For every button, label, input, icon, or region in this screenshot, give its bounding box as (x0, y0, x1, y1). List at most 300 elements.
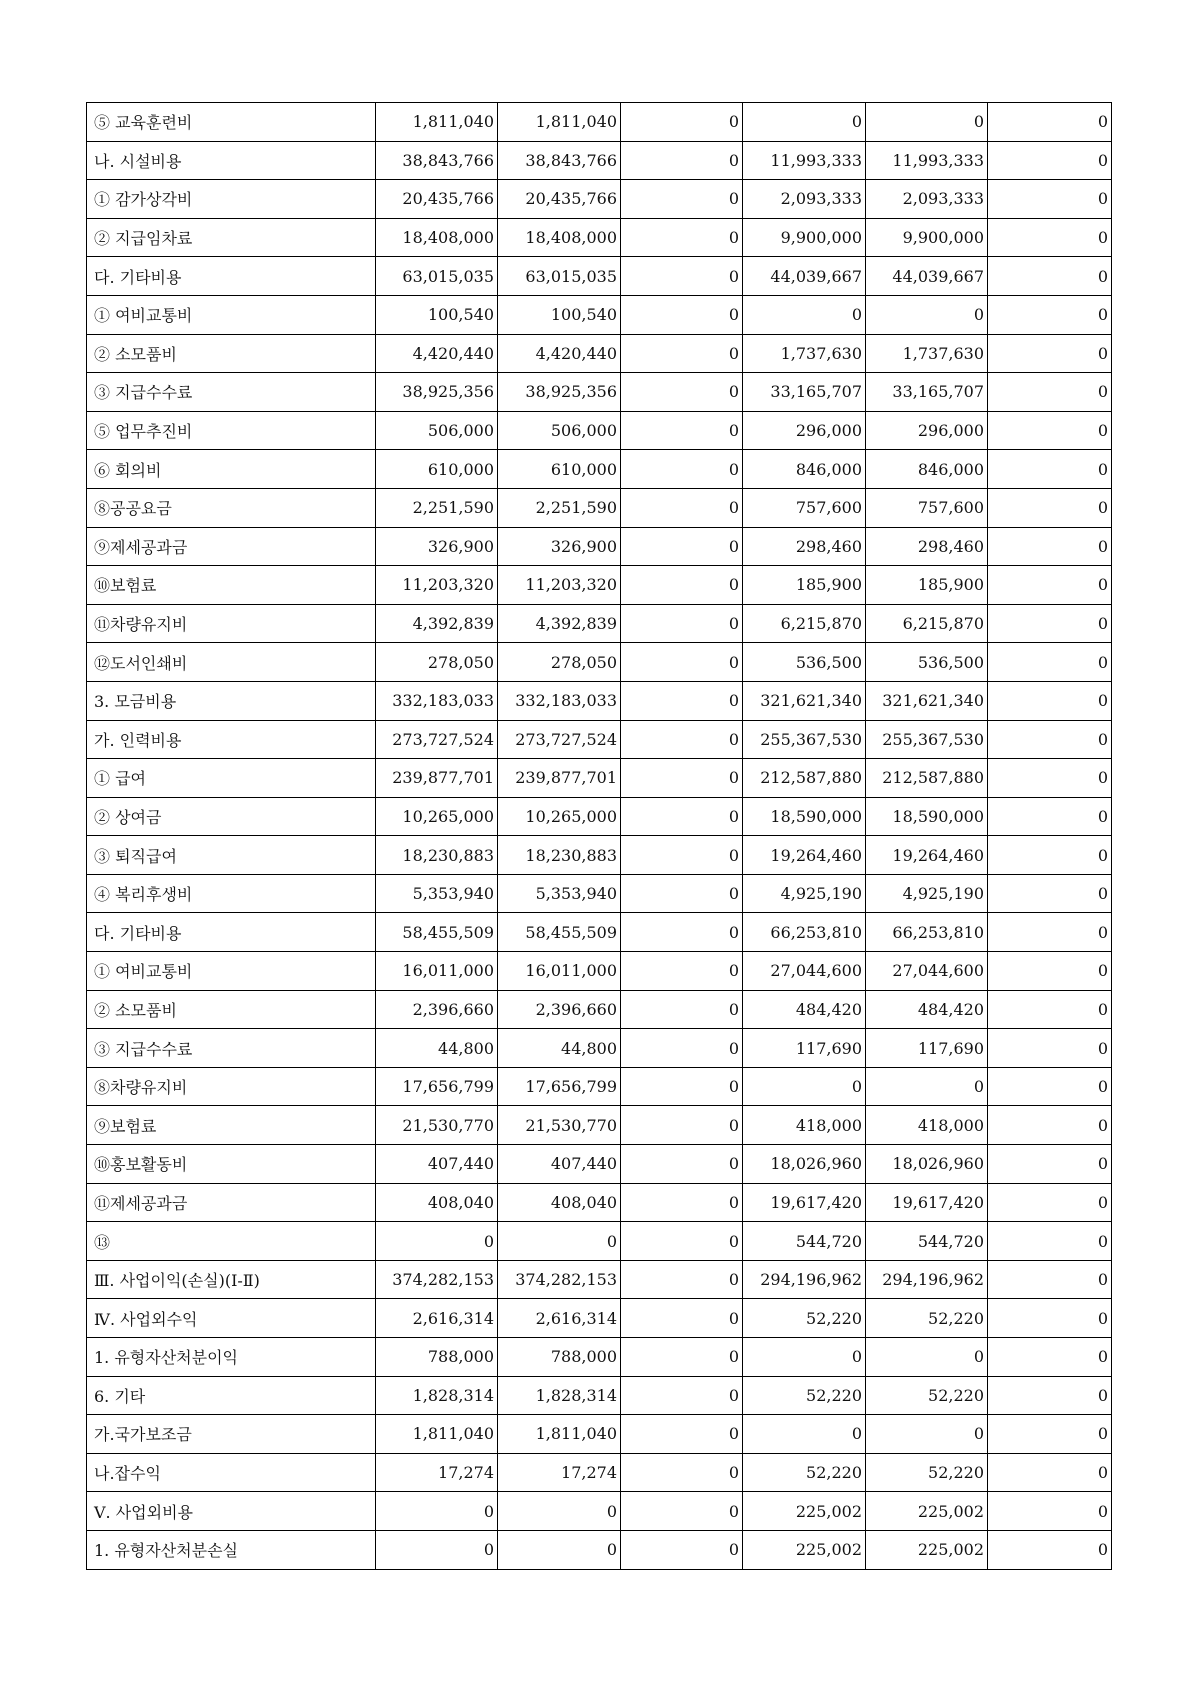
amount-cell: 2,251,590 (498, 488, 621, 527)
amount-cell: 0 (621, 527, 743, 566)
amount-cell: 610,000 (376, 450, 498, 489)
account-label-cell: Ⅳ. 사업외수익 (87, 1299, 376, 1338)
table-row (87, 450, 1112, 489)
amount-cell: 408,040 (498, 1183, 621, 1222)
amount-cell: 38,843,766 (498, 141, 621, 180)
amount-cell: 2,396,660 (498, 990, 621, 1029)
amount-cell: 0 (988, 1299, 1112, 1338)
amount-cell: 0 (621, 103, 743, 142)
table-row (87, 1530, 1112, 1569)
amount-cell: 0 (988, 759, 1112, 798)
amount-cell: 66,253,810 (866, 913, 988, 952)
amount-cell: 0 (621, 604, 743, 643)
account-label-cell: ① 여비교통비 (87, 295, 376, 334)
amount-cell: 0 (743, 1338, 866, 1377)
amount-cell: 18,026,960 (743, 1145, 866, 1184)
amount-cell: 4,925,190 (743, 874, 866, 913)
amount-cell: 2,093,333 (743, 180, 866, 219)
amount-cell: 18,230,883 (498, 836, 621, 875)
amount-cell: 0 (621, 1067, 743, 1106)
amount-cell: 0 (621, 1338, 743, 1377)
amount-cell: 0 (621, 1376, 743, 1415)
amount-cell: 63,015,035 (376, 257, 498, 296)
table-row (87, 1299, 1112, 1338)
amount-cell: 0 (988, 681, 1112, 720)
amount-cell: 0 (988, 1260, 1112, 1299)
amount-cell: 0 (988, 566, 1112, 605)
amount-cell: 5,353,940 (498, 874, 621, 913)
table-row (87, 913, 1112, 952)
amount-cell: 298,460 (743, 527, 866, 566)
amount-cell: 0 (988, 295, 1112, 334)
amount-cell: 52,220 (743, 1376, 866, 1415)
amount-cell: 0 (988, 952, 1112, 991)
amount-cell: 0 (988, 1029, 1112, 1068)
amount-cell: 298,460 (866, 527, 988, 566)
amount-cell: 212,587,880 (743, 759, 866, 798)
amount-cell: 0 (621, 1415, 743, 1454)
account-label-cell: ⑨보험료 (87, 1106, 376, 1145)
amount-cell: 17,656,799 (498, 1067, 621, 1106)
amount-cell: 326,900 (498, 527, 621, 566)
amount-cell: 0 (621, 836, 743, 875)
amount-cell: 66,253,810 (743, 913, 866, 952)
account-label-cell: ③ 지급수수료 (87, 373, 376, 412)
amount-cell: 0 (988, 1067, 1112, 1106)
account-label-cell: 가.국가보조금 (87, 1415, 376, 1454)
amount-cell: 0 (988, 141, 1112, 180)
amount-cell: 2,093,333 (866, 180, 988, 219)
account-label-cell: 가. 인력비용 (87, 720, 376, 759)
amount-cell: 225,002 (743, 1530, 866, 1569)
amount-cell: 1,737,630 (743, 334, 866, 373)
amount-cell: 52,220 (866, 1453, 988, 1492)
account-label-cell: ⑨제세공과금 (87, 527, 376, 566)
amount-cell: 0 (621, 180, 743, 219)
amount-cell: 536,500 (866, 643, 988, 682)
amount-cell: 0 (621, 1492, 743, 1531)
table-row (87, 373, 1112, 412)
amount-cell: 44,800 (376, 1029, 498, 1068)
table-row (87, 720, 1112, 759)
amount-cell: 0 (988, 411, 1112, 450)
amount-cell: 321,621,340 (743, 681, 866, 720)
amount-cell: 18,408,000 (376, 218, 498, 257)
amount-cell: 0 (988, 373, 1112, 412)
table-row (87, 488, 1112, 527)
account-label-cell: 6. 기타 (87, 1376, 376, 1415)
amount-cell: 4,392,839 (498, 604, 621, 643)
table-row (87, 1183, 1112, 1222)
amount-cell: 0 (376, 1530, 498, 1569)
amount-cell: 16,011,000 (376, 952, 498, 991)
amount-cell: 18,230,883 (376, 836, 498, 875)
amount-cell: 0 (621, 334, 743, 373)
account-label-cell: ③ 퇴직급여 (87, 836, 376, 875)
amount-cell: 0 (988, 488, 1112, 527)
amount-cell: 21,530,770 (498, 1106, 621, 1145)
amount-cell: 4,392,839 (376, 604, 498, 643)
financial-statement-table (86, 102, 1112, 1570)
amount-cell: 0 (621, 1299, 743, 1338)
amount-cell: 407,440 (498, 1145, 621, 1184)
amount-cell: 0 (866, 1067, 988, 1106)
amount-cell: 757,600 (866, 488, 988, 527)
amount-cell: 0 (621, 218, 743, 257)
amount-cell: 0 (498, 1530, 621, 1569)
amount-cell: 2,616,314 (498, 1299, 621, 1338)
account-label-cell: 1. 유형자산처분이익 (87, 1338, 376, 1377)
table-row (87, 257, 1112, 296)
amount-cell: 418,000 (866, 1106, 988, 1145)
amount-cell: 846,000 (866, 450, 988, 489)
amount-cell: 1,828,314 (498, 1376, 621, 1415)
account-label-cell: ⑧공공요금 (87, 488, 376, 527)
amount-cell: 0 (988, 450, 1112, 489)
amount-cell: 0 (988, 527, 1112, 566)
account-label-cell: ⑫도서인쇄비 (87, 643, 376, 682)
account-label-cell: 나.잡수익 (87, 1453, 376, 1492)
amount-cell: 0 (621, 681, 743, 720)
amount-cell: 21,530,770 (376, 1106, 498, 1145)
account-label-cell: ② 소모품비 (87, 990, 376, 1029)
amount-cell: 0 (743, 103, 866, 142)
account-label-cell: ① 감가상각비 (87, 180, 376, 219)
amount-cell: 0 (988, 1222, 1112, 1261)
amount-cell: 0 (988, 180, 1112, 219)
amount-cell: 0 (866, 295, 988, 334)
amount-cell: 0 (621, 141, 743, 180)
amount-cell: 0 (988, 257, 1112, 296)
amount-cell: 0 (621, 759, 743, 798)
amount-cell: 44,800 (498, 1029, 621, 1068)
table-row (87, 411, 1112, 450)
account-label-cell: ③ 지급수수료 (87, 1029, 376, 1068)
amount-cell: 536,500 (743, 643, 866, 682)
account-label-cell: Ⅴ. 사업외비용 (87, 1492, 376, 1531)
amount-cell: 0 (988, 990, 1112, 1029)
amount-cell: 255,367,530 (743, 720, 866, 759)
amount-cell: 225,002 (866, 1530, 988, 1569)
amount-cell: 408,040 (376, 1183, 498, 1222)
amount-cell: 374,282,153 (498, 1260, 621, 1299)
amount-cell: 2,251,590 (376, 488, 498, 527)
amount-cell: 10,265,000 (498, 797, 621, 836)
amount-cell: 17,274 (376, 1453, 498, 1492)
amount-cell: 0 (621, 488, 743, 527)
amount-cell: 117,690 (743, 1029, 866, 1068)
amount-cell: 0 (621, 643, 743, 682)
amount-cell: 4,420,440 (498, 334, 621, 373)
table-row (87, 1106, 1112, 1145)
amount-cell: 757,600 (743, 488, 866, 527)
table-row (87, 681, 1112, 720)
amount-cell: 0 (621, 1145, 743, 1184)
table-row (87, 180, 1112, 219)
amount-cell: 2,396,660 (376, 990, 498, 1029)
amount-cell: 239,877,701 (376, 759, 498, 798)
amount-cell: 0 (988, 1415, 1112, 1454)
amount-cell: 0 (621, 1029, 743, 1068)
amount-cell: 484,420 (866, 990, 988, 1029)
account-label-cell: 나. 시설비용 (87, 141, 376, 180)
amount-cell: 0 (988, 1492, 1112, 1531)
amount-cell: 0 (376, 1492, 498, 1531)
amount-cell: 0 (988, 874, 1112, 913)
table-row (87, 1145, 1112, 1184)
amount-cell: 212,587,880 (866, 759, 988, 798)
account-label-cell: ② 상여금 (87, 797, 376, 836)
amount-cell: 278,050 (376, 643, 498, 682)
amount-cell: 0 (988, 797, 1112, 836)
account-label-cell: 3. 모금비용 (87, 681, 376, 720)
amount-cell: 19,264,460 (866, 836, 988, 875)
amount-cell: 321,621,340 (866, 681, 988, 720)
amount-cell: 0 (621, 990, 743, 1029)
account-label-cell: ⑪제세공과금 (87, 1183, 376, 1222)
amount-cell: 58,455,509 (498, 913, 621, 952)
amount-cell: 225,002 (743, 1492, 866, 1531)
amount-cell: 296,000 (866, 411, 988, 450)
amount-cell: 0 (988, 913, 1112, 952)
amount-cell: 11,203,320 (376, 566, 498, 605)
amount-cell: 0 (988, 1183, 1112, 1222)
amount-cell: 5,353,940 (376, 874, 498, 913)
amount-cell: 0 (621, 1453, 743, 1492)
amount-cell: 58,455,509 (376, 913, 498, 952)
amount-cell: 100,540 (498, 295, 621, 334)
account-label-cell: 1. 유형자산처분손실 (87, 1530, 376, 1569)
table-row (87, 1029, 1112, 1068)
amount-cell: 44,039,667 (743, 257, 866, 296)
amount-cell: 0 (621, 257, 743, 296)
amount-cell: 0 (743, 1067, 866, 1106)
amount-cell: 326,900 (376, 527, 498, 566)
table-row (87, 797, 1112, 836)
amount-cell: 6,215,870 (866, 604, 988, 643)
amount-cell: 0 (988, 1338, 1112, 1377)
amount-cell: 38,843,766 (376, 141, 498, 180)
amount-cell: 18,590,000 (866, 797, 988, 836)
amount-cell: 27,044,600 (743, 952, 866, 991)
amount-cell: 273,727,524 (376, 720, 498, 759)
amount-cell: 0 (988, 334, 1112, 373)
amount-cell: 0 (988, 103, 1112, 142)
amount-cell: 19,617,420 (866, 1183, 988, 1222)
amount-cell: 0 (988, 1145, 1112, 1184)
table-row (87, 990, 1112, 1029)
amount-cell: 4,420,440 (376, 334, 498, 373)
amount-cell: 296,000 (743, 411, 866, 450)
amount-cell: 18,026,960 (866, 1145, 988, 1184)
amount-cell: 239,877,701 (498, 759, 621, 798)
amount-cell: 273,727,524 (498, 720, 621, 759)
amount-cell: 6,215,870 (743, 604, 866, 643)
account-label-cell: ⑪차량유지비 (87, 604, 376, 643)
account-label-cell: ⑩홍보활동비 (87, 1145, 376, 1184)
table-row (87, 1260, 1112, 1299)
amount-cell: 20,435,766 (498, 180, 621, 219)
amount-cell: 52,220 (743, 1453, 866, 1492)
amount-cell: 1,811,040 (498, 103, 621, 142)
amount-cell: 0 (621, 411, 743, 450)
amount-cell: 0 (866, 103, 988, 142)
amount-cell: 418,000 (743, 1106, 866, 1145)
amount-cell: 0 (988, 1376, 1112, 1415)
amount-cell: 0 (621, 1183, 743, 1222)
amount-cell: 11,993,333 (866, 141, 988, 180)
amount-cell: 2,616,314 (376, 1299, 498, 1338)
account-label-cell: ② 소모품비 (87, 334, 376, 373)
amount-cell: 0 (376, 1222, 498, 1261)
amount-cell: 846,000 (743, 450, 866, 489)
amount-cell: 0 (498, 1222, 621, 1261)
account-label-cell: ① 급여 (87, 759, 376, 798)
amount-cell: 0 (621, 450, 743, 489)
amount-cell: 0 (621, 1106, 743, 1145)
amount-cell: 0 (621, 1530, 743, 1569)
account-label-cell: ① 여비교통비 (87, 952, 376, 991)
amount-cell: 0 (621, 720, 743, 759)
table-row (87, 295, 1112, 334)
amount-cell: 610,000 (498, 450, 621, 489)
amount-cell: 0 (498, 1492, 621, 1531)
account-label-cell: ⑤ 업무추진비 (87, 411, 376, 450)
table-row (87, 1338, 1112, 1377)
amount-cell: 0 (743, 1415, 866, 1454)
table-row (87, 604, 1112, 643)
account-label-cell: 다. 기타비용 (87, 257, 376, 296)
table-row (87, 334, 1112, 373)
account-label-cell: ④ 복리후생비 (87, 874, 376, 913)
table-row (87, 1376, 1112, 1415)
amount-cell: 255,367,530 (866, 720, 988, 759)
table-row (87, 874, 1112, 913)
amount-cell: 0 (988, 1453, 1112, 1492)
table-row (87, 1415, 1112, 1454)
table-row (87, 836, 1112, 875)
amount-cell: 0 (988, 1106, 1112, 1145)
amount-cell: 0 (621, 295, 743, 334)
amount-cell: 1,811,040 (498, 1415, 621, 1454)
amount-cell: 0 (988, 218, 1112, 257)
table-row (87, 527, 1112, 566)
table-row (87, 1067, 1112, 1106)
amount-cell: 52,220 (866, 1299, 988, 1338)
amount-cell: 332,183,033 (498, 681, 621, 720)
table-row (87, 643, 1112, 682)
amount-cell: 0 (621, 1260, 743, 1299)
amount-cell: 0 (621, 373, 743, 412)
amount-cell: 19,264,460 (743, 836, 866, 875)
amount-cell: 0 (621, 1222, 743, 1261)
account-label-cell: 다. 기타비용 (87, 913, 376, 952)
account-label-cell: Ⅲ. 사업이익(손실)(Ⅰ-Ⅱ) (87, 1260, 376, 1299)
amount-cell: 9,900,000 (743, 218, 866, 257)
amount-cell: 1,811,040 (376, 1415, 498, 1454)
amount-cell: 0 (621, 797, 743, 836)
amount-cell: 4,925,190 (866, 874, 988, 913)
amount-cell: 18,408,000 (498, 218, 621, 257)
amount-cell: 0 (621, 913, 743, 952)
amount-cell: 0 (621, 952, 743, 991)
amount-cell: 0 (621, 566, 743, 605)
amount-cell: 294,196,962 (743, 1260, 866, 1299)
account-label-cell: ⑧차량유지비 (87, 1067, 376, 1106)
amount-cell: 544,720 (743, 1222, 866, 1261)
account-label-cell: ② 지급임차료 (87, 218, 376, 257)
amount-cell: 0 (988, 836, 1112, 875)
amount-cell: 484,420 (743, 990, 866, 1029)
amount-cell: 294,196,962 (866, 1260, 988, 1299)
account-label-cell: ⑥ 회의비 (87, 450, 376, 489)
amount-cell: 16,011,000 (498, 952, 621, 991)
amount-cell: 100,540 (376, 295, 498, 334)
amount-cell: 38,925,356 (498, 373, 621, 412)
amount-cell: 788,000 (498, 1338, 621, 1377)
amount-cell: 11,203,320 (498, 566, 621, 605)
amount-cell: 33,165,707 (743, 373, 866, 412)
amount-cell: 52,220 (743, 1299, 866, 1338)
amount-cell: 407,440 (376, 1145, 498, 1184)
amount-cell: 185,900 (866, 566, 988, 605)
table-row (87, 759, 1112, 798)
amount-cell: 1,828,314 (376, 1376, 498, 1415)
amount-cell: 44,039,667 (866, 257, 988, 296)
amount-cell: 0 (988, 604, 1112, 643)
amount-cell: 506,000 (376, 411, 498, 450)
amount-cell: 9,900,000 (866, 218, 988, 257)
amount-cell: 18,590,000 (743, 797, 866, 836)
table-row (87, 566, 1112, 605)
table-row (87, 1222, 1112, 1261)
table-row (87, 141, 1112, 180)
table-row (87, 103, 1112, 142)
amount-cell: 63,015,035 (498, 257, 621, 296)
amount-cell: 38,925,356 (376, 373, 498, 412)
amount-cell: 52,220 (866, 1376, 988, 1415)
amount-cell: 185,900 (743, 566, 866, 605)
amount-cell: 374,282,153 (376, 1260, 498, 1299)
amount-cell: 117,690 (866, 1029, 988, 1068)
amount-cell: 0 (988, 720, 1112, 759)
amount-cell: 19,617,420 (743, 1183, 866, 1222)
amount-cell: 11,993,333 (743, 141, 866, 180)
amount-cell: 225,002 (866, 1492, 988, 1531)
amount-cell: 0 (866, 1415, 988, 1454)
amount-cell: 33,165,707 (866, 373, 988, 412)
amount-cell: 332,183,033 (376, 681, 498, 720)
amount-cell: 0 (621, 874, 743, 913)
account-label-cell: ⑤ 교육훈련비 (87, 103, 376, 142)
amount-cell: 506,000 (498, 411, 621, 450)
account-label-cell: ⑬ (87, 1222, 376, 1261)
amount-cell: 278,050 (498, 643, 621, 682)
amount-cell: 1,811,040 (376, 103, 498, 142)
amount-cell: 0 (988, 643, 1112, 682)
account-label-cell: ⑩보험료 (87, 566, 376, 605)
amount-cell: 0 (743, 295, 866, 334)
amount-cell: 17,274 (498, 1453, 621, 1492)
amount-cell: 27,044,600 (866, 952, 988, 991)
table-body (87, 103, 1112, 1570)
table-row (87, 1453, 1112, 1492)
amount-cell: 10,265,000 (376, 797, 498, 836)
table-row (87, 1492, 1112, 1531)
table-row (87, 952, 1112, 991)
amount-cell: 1,737,630 (866, 334, 988, 373)
amount-cell: 0 (866, 1338, 988, 1377)
